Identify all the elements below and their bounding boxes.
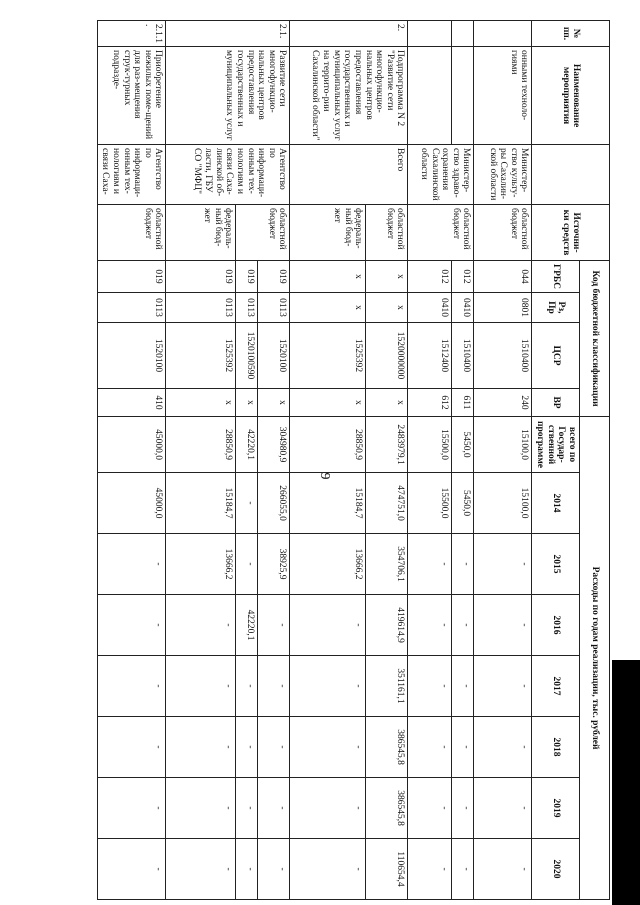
row-year-value: 5450,0: [452, 473, 474, 534]
row-source: областной бюджет: [236, 205, 290, 261]
header-name: Наименование мероприятия: [532, 47, 610, 145]
row-year-value: 13666,2: [166, 534, 236, 595]
row-rz-pr: 0113: [97, 293, 166, 323]
row-csr: 1520000000: [366, 323, 408, 389]
row-grbs: 019: [236, 261, 258, 293]
header-number: № пп.: [532, 21, 610, 47]
row-year-value: -: [474, 717, 532, 778]
row-year-value: 15184,7: [290, 473, 366, 534]
row-year-value: -: [452, 656, 474, 717]
row-name: онными техноло-гиями: [474, 47, 532, 145]
table-row: [452, 21, 474, 900]
row-year-value: -: [408, 717, 452, 778]
row-year-value: 15184,7: [166, 473, 236, 534]
row-grbs: x: [366, 261, 408, 293]
row-year-value: -: [452, 717, 474, 778]
row-year-value: -: [258, 656, 290, 717]
row-year-value: -: [97, 717, 166, 778]
row-rz-pr: 0410: [452, 293, 474, 323]
row-vr: 240: [474, 389, 532, 417]
row-number: 2.: [290, 21, 408, 47]
row-executor: Министер-ство здраво-охранения Сахалинской области: [408, 145, 474, 205]
row-year-value: -: [408, 778, 452, 839]
row-executor: Всего: [290, 145, 408, 205]
row-year-value: -: [290, 595, 366, 656]
row-number: 2.1.: [166, 21, 290, 47]
budget-table: [97, 20, 610, 900]
header-source: Источни-ки средств: [532, 205, 610, 261]
row-name: [408, 47, 452, 145]
row-vr: 612: [408, 389, 452, 417]
header-executor: [532, 145, 610, 205]
row-year-value: -: [474, 534, 532, 595]
row-year-value: 15500,0: [408, 473, 452, 534]
header-vr: ВР: [532, 389, 580, 417]
row-total: 304980,9: [258, 417, 290, 473]
row-year-value: -: [97, 656, 166, 717]
row-year-value: -: [408, 595, 452, 656]
row-grbs: x: [290, 261, 366, 293]
row-total: 45000,0: [97, 417, 166, 473]
row-year-value: -: [258, 839, 290, 900]
row-vr: x: [366, 389, 408, 417]
rotated-table-canvas: [40, 20, 610, 900]
row-year-value: 386545,8: [366, 778, 408, 839]
row-source: областной бюджет: [474, 205, 532, 261]
row-year-value: -: [166, 778, 236, 839]
row-year-value: -: [97, 778, 166, 839]
row-year-value: 266055,0: [258, 473, 290, 534]
row-csr: 1510400: [452, 323, 474, 389]
row-year-value: -: [166, 717, 236, 778]
table-row: [474, 21, 532, 900]
row-year-value: -: [236, 473, 258, 534]
row-year-value: -: [474, 839, 532, 900]
row-year-value: 110654,4: [366, 839, 408, 900]
row-executor: Министер-ство культу-ры Сахалин-ской области: [474, 145, 532, 205]
row-year-value: -: [97, 839, 166, 900]
row-grbs: 044: [474, 261, 532, 293]
row-number: [452, 21, 474, 47]
row-csr: 1520100590: [236, 323, 258, 389]
header-expenses: Расходы по годам реализации, тыс. рублей: [580, 417, 610, 900]
row-vr: 410: [97, 389, 166, 417]
header-csr: ЦСР: [532, 323, 580, 389]
row-year-value: 38925,9: [258, 534, 290, 595]
row-year-value: 386545,8: [366, 717, 408, 778]
table-row: [258, 21, 290, 900]
row-source: областной бюджет: [97, 205, 166, 261]
row-year-value: 354706,1: [366, 534, 408, 595]
row-year-value: 13666,2: [290, 534, 366, 595]
row-rz-pr: 0113: [166, 293, 236, 323]
row-year-value: -: [452, 534, 474, 595]
row-year-value: 419614,9: [366, 595, 408, 656]
header-year: 2019: [532, 778, 580, 839]
row-grbs: 012: [408, 261, 452, 293]
row-grbs: 019: [97, 261, 166, 293]
row-year-value: -: [236, 839, 258, 900]
row-total: 15100,0: [474, 417, 532, 473]
row-source: областной бюджет: [366, 205, 408, 261]
row-year-value: -: [166, 595, 236, 656]
header-year: 2014: [532, 473, 580, 534]
row-vr: 611: [452, 389, 474, 417]
row-csr: 1510400: [474, 323, 532, 389]
header-budget-code: Код бюджетной классификации: [580, 261, 610, 417]
row-csr: 1525392: [290, 323, 366, 389]
header-grbs: ГРБС: [532, 261, 580, 293]
row-total: 15500,0: [408, 417, 452, 473]
row-year-value: 42220,1: [236, 595, 258, 656]
header-total: всего по Государ-ственной программе: [532, 417, 580, 473]
row-total: 5450,0: [452, 417, 474, 473]
row-year-value: 15100,0: [474, 473, 532, 534]
header-year: 2017: [532, 656, 580, 717]
row-csr: 1512400: [408, 323, 452, 389]
row-total: 28850,9: [290, 417, 366, 473]
row-total: 28850,9: [166, 417, 236, 473]
row-name: Подпрограмма N 2 "Развитие сети многофункцио-нальных центров предоставления государственных и муниципальных услуг на террито-рии Сахалинской области": [290, 47, 408, 145]
row-year-value: -: [290, 656, 366, 717]
row-number: [408, 21, 452, 47]
row-year-value: -: [474, 656, 532, 717]
row-year-value: 351161,1: [366, 656, 408, 717]
row-source: областной бюджет: [408, 205, 474, 261]
row-rz-pr: 0410: [408, 293, 452, 323]
row-year-value: -: [258, 595, 290, 656]
header-rz-pr: Рз, Пр: [532, 293, 580, 323]
row-year-value: -: [166, 656, 236, 717]
row-executor: Агентство по информаци-онным тех-нологиям и связи Саха-: [97, 145, 166, 205]
row-rz-pr: 0113: [258, 293, 290, 323]
row-year-value: -: [97, 534, 166, 595]
row-vr: x: [166, 389, 236, 417]
row-year-value: -: [290, 778, 366, 839]
row-number: [474, 21, 532, 47]
row-executor: Агентство по информаци-онным тех-нологиям и связи Саха-линской об-ласти, ГБУ СО "МФЦ": [166, 145, 290, 205]
header-row-main: [580, 21, 610, 900]
row-name: Развитие сети многофункцио-нальных центров предоставления государственных и муниципальных услуг: [166, 47, 290, 145]
row-year-value: -: [452, 778, 474, 839]
row-rz-pr: 0801: [474, 293, 532, 323]
row-year-value: -: [236, 656, 258, 717]
row-year-value: -: [452, 839, 474, 900]
row-number: 2.1.1.: [97, 21, 166, 47]
table-row: [97, 21, 166, 900]
row-year-value: -: [236, 717, 258, 778]
row-year-value: -: [290, 839, 366, 900]
row-year-value: -: [166, 839, 236, 900]
row-name: [452, 47, 474, 145]
row-year-value: -: [97, 595, 166, 656]
row-vr: x: [290, 389, 366, 417]
row-csr: 1525392: [166, 323, 236, 389]
row-grbs: 019: [258, 261, 290, 293]
row-rz-pr: 0113: [236, 293, 258, 323]
row-vr: x: [258, 389, 290, 417]
row-rz-pr: x: [290, 293, 366, 323]
row-csr: 1520100: [97, 323, 166, 389]
page-number: 9: [317, 472, 332, 480]
row-csr: 1520100: [258, 323, 290, 389]
header-year: 2016: [532, 595, 580, 656]
row-year-value: 474751,0: [366, 473, 408, 534]
row-year-value: 45000,0: [97, 473, 166, 534]
table-row: [366, 21, 408, 900]
row-year-value: -: [258, 717, 290, 778]
row-year-value: -: [474, 595, 532, 656]
row-name: Приобретение нежилых поме-щений для раз-мещения струк-турных подразде-: [97, 47, 166, 145]
row-source: федераль-ный бюд-жет: [290, 205, 366, 261]
row-grbs: 012: [452, 261, 474, 293]
row-total: 2483979,1: [366, 417, 408, 473]
row-year-value: -: [452, 595, 474, 656]
row-year-value: -: [408, 534, 452, 595]
row-rz-pr: x: [366, 293, 408, 323]
row-year-value: -: [290, 717, 366, 778]
row-total: 42220,1: [236, 417, 258, 473]
row-year-value: -: [236, 534, 258, 595]
row-year-value: -: [258, 778, 290, 839]
scan-edge-bar: [612, 660, 640, 905]
header-year: 2018: [532, 717, 580, 778]
row-source: федераль-ный бюд-жет: [166, 205, 236, 261]
header-year: 2015: [532, 534, 580, 595]
row-grbs: 019: [166, 261, 236, 293]
row-year-value: -: [408, 656, 452, 717]
row-year-value: -: [408, 839, 452, 900]
row-year-value: -: [236, 778, 258, 839]
row-vr: x: [236, 389, 258, 417]
header-year: 2020: [532, 839, 580, 900]
row-year-value: -: [474, 778, 532, 839]
